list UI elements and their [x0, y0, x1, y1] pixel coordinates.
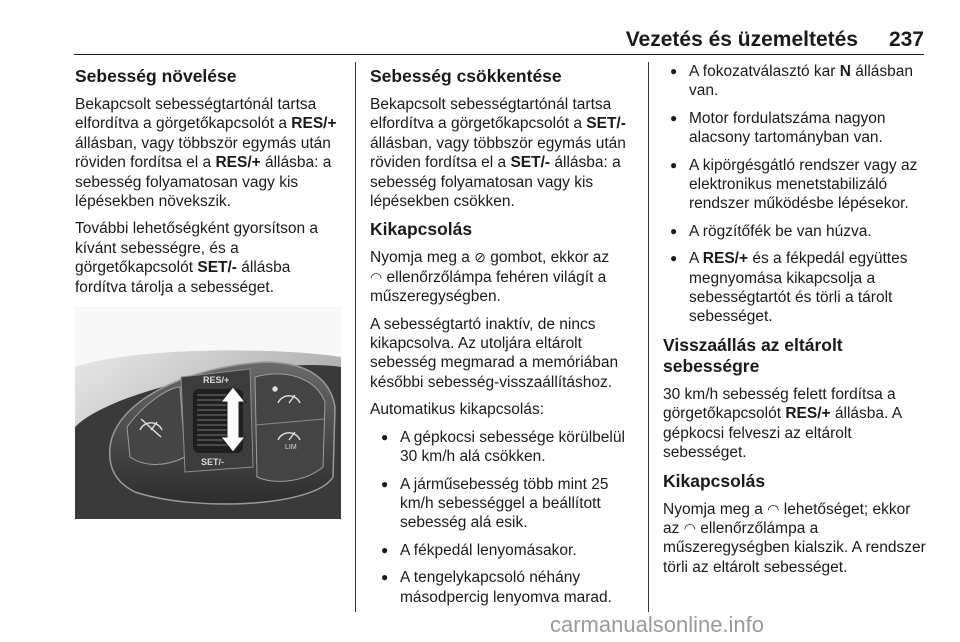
cruise-indicator-lamp-icon: ◠	[767, 500, 780, 517]
list-item: ● A kipörgésgátló rendszer vagy az elektronikus menetstabilizáló rendszer működésbe lépésekor.	[663, 156, 928, 214]
column-divider	[648, 62, 649, 612]
heading-resume-speed: Visszaállás az eltárolt sebességre	[663, 334, 843, 376]
paragraph: Nyomja meg a ⊘ gombot, ekkor az ◠ ellenőrzőlámpa fehéren világít a műszeregységben.	[370, 249, 610, 306]
cruise-off-button-icon: ⊘	[474, 249, 486, 266]
lim-label: LIM	[285, 444, 297, 452]
column-3	[663, 62, 928, 585]
header-rule	[74, 54, 924, 55]
cruise-indicator-lamp-icon: ◠	[683, 519, 696, 536]
list-item: ● A járműsebesség több mint 25 km/h sebességgel a beállított sebesség alá esik.	[374, 475, 638, 533]
section-title: Vezetés és üzemeltetés	[625, 28, 858, 51]
column-1	[75, 62, 345, 519]
column-2	[370, 62, 638, 615]
list-item: ● Motor fordulatszáma nagyon alacsony tartományban van.	[663, 109, 928, 148]
heading-switch-off: Kikapcsolás	[663, 470, 766, 491]
column-divider	[355, 62, 356, 612]
res-label: RES/+	[203, 375, 230, 386]
heading-speed-decrease: Sebesség csökkentése	[370, 66, 562, 86]
page-header	[0, 0, 960, 56]
set-label: SET/-	[201, 457, 225, 468]
list-item: ● A fokozatválasztó kar N állásban van.	[663, 62, 928, 101]
paragraph: 30 km/h sebesség felett fordítsa a görgetőkapcsolót RES/+ állásba. A gépkocsi felveszi az eltárolt sebességet.	[663, 385, 902, 462]
list-item: ● A RES/+ és a fékpedál együttes megnyomása kikapcsolja a sebességtartót és törli a tárolt sebességet.	[663, 249, 928, 327]
steering-wheel-controls-photo	[75, 307, 341, 519]
list-item: ● A rögzítőfék be van húzva.	[663, 222, 928, 241]
paragraph: Nyomja meg a ◠ lehetőséget; ekkor az ◠ ellenőrzőlámpa a műszeregységben kialszik. A rendszer törli az eltárolt sebességet.	[663, 500, 926, 576]
watermark: carmanualsonline.info	[550, 612, 765, 637]
paragraph: Bekapcsolt sebességtartónál tartsa elfordítva a görgetőkapcsolót a RES/+ állásban, vagy többször egymás után röviden fordítsa el a RES/+ állásba: a sebesség folyamatosan vagy kis lépésekben növekszik.	[75, 96, 337, 211]
list-item: ● A tengelykapcsoló néhány másodpercig lenyomva marad.	[374, 568, 638, 607]
bullet-list	[374, 428, 638, 607]
heading-switch-off: Kikapcsolás	[370, 219, 473, 240]
paragraph: További lehetőségként gyorsítson a kívánt sebességre, és a görgetőkapcsolót SET/- állásba fordítva tárolja a sebességet.	[75, 220, 318, 296]
list-item: ● A fékpedál lenyomásakor.	[374, 541, 638, 560]
page-number: 237	[888, 28, 924, 51]
list-item: ● A gépkocsi sebessége körülbelül 30 km/h alá csökken.	[374, 428, 638, 467]
paragraph: A sebességtartó inaktív, de nincs kikapcsolva. Az utoljára eltárolt sebesség megmarad a memóriában későbbi sebesség-visszaállításhoz.	[370, 315, 619, 391]
bullet-list	[663, 62, 928, 327]
cruise-indicator-lamp-icon: ◠	[370, 268, 383, 285]
paragraph: Automatikus kikapcsolás:	[370, 401, 545, 419]
heading-speed-increase: Sebesség növelése	[75, 66, 237, 86]
paragraph: Bekapcsolt sebességtartónál tartsa elfordítva a görgetőkapcsolót a SET/- állásban, vagy többször egymás után röviden fordítsa el a SET/- állásba: a sebesség folyamatosan vagy kis lépésekben csökken.	[370, 96, 626, 211]
